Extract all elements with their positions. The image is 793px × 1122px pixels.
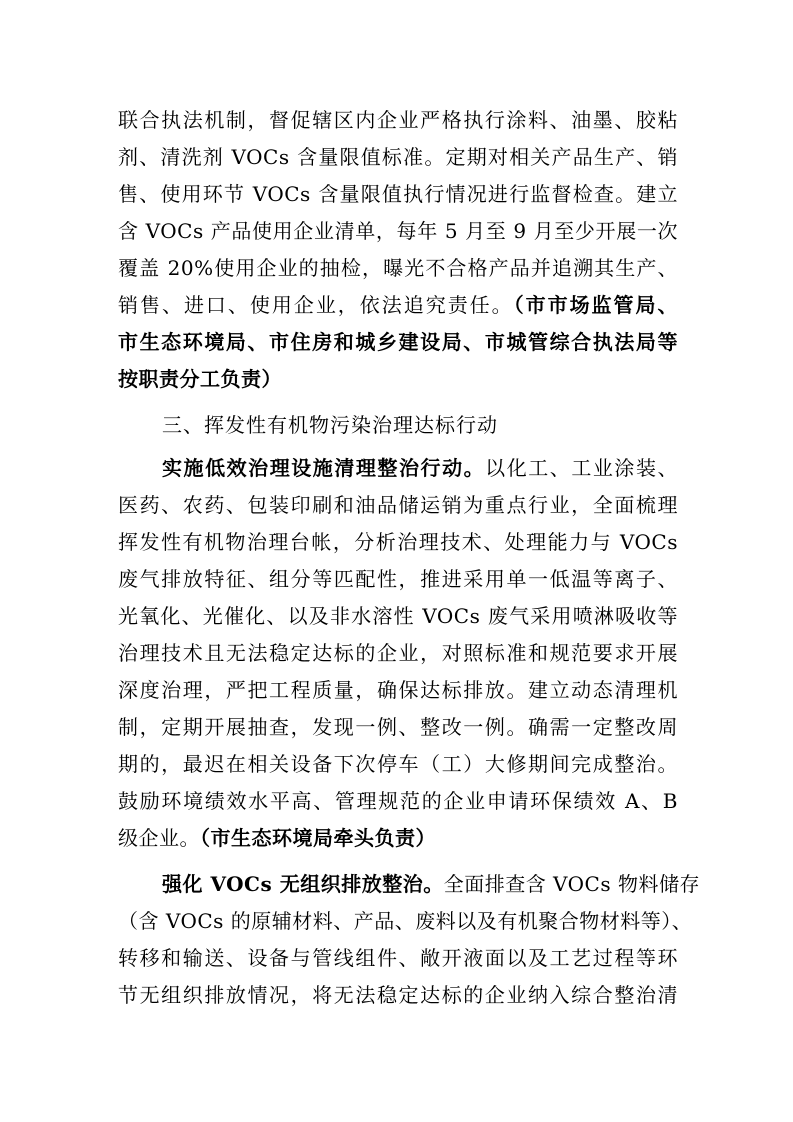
paragraph-line: 治理技术且无法稳定达标的企业，对照标准和规范要求开展 — [118, 641, 678, 665]
responsibility-note: 市生态环境局、市住房和城乡建设局、市城管综合执法局等 — [118, 330, 678, 354]
paragraph-line: 期的，最迟在相关设备下次停车（工）大修期间完成整治。 — [118, 752, 678, 776]
paragraph-line: 制，定期开展抽查，发现一例、整改一例。确需一定整改周 — [118, 715, 678, 739]
paragraph-text: 全面排查含 VOCs 物料储存 — [443, 872, 700, 896]
paragraph-line: 剂、清洗剂 VOCs 含量限值标准。定期对相关产品生产、销 — [118, 145, 678, 169]
paragraph-line: 废气排放特征、组分等匹配性，推进采用单一低温等离子、 — [118, 567, 678, 591]
paragraph-lead: 实施低效治理设施清理整治行动。 — [162, 456, 486, 480]
paragraph-line: 含 VOCs 产品使用企业清单，每年 5 月至 9 月至少开展一次 — [118, 219, 678, 243]
paragraph-line: 深度治理，严把工程质量，确保达标排放。建立动态清理机 — [118, 678, 678, 702]
paragraph-line — [118, 285, 678, 325]
paragraph-line: 售、使用环节 VOCs 含量限值执行情况进行监督检查。建立 — [118, 182, 678, 206]
paragraph-line — [118, 818, 678, 858]
section-heading: 三、挥发性有机物污染治理达标行动 — [162, 413, 498, 437]
paragraph-line: 光氧化、光催化、以及非水溶性 VOCs 废气采用喷淋吸收等 — [118, 604, 678, 628]
paragraph-line: 转移和输送、设备与管线组件、敞开液面以及工艺过程等环 — [118, 946, 678, 970]
responsibility-note: 按职责分工负责） — [118, 367, 282, 391]
paragraph-text: 销售、进口、使用企业，依法追究责任。 — [118, 293, 514, 317]
paragraph-line — [162, 864, 700, 904]
paragraph-line: 节无组织排放情况，将无法稳定达标的企业纳入综合整治清 — [118, 983, 678, 1007]
responsibility-note: （市生态环境局牵头负责） — [200, 826, 436, 850]
paragraph-text: 级企业。 — [118, 826, 200, 850]
paragraph-line: （含 VOCs 的原辅材料、产品、废料以及有机聚合物材料等）、 — [118, 909, 693, 933]
paragraph-line: 挥发性有机物治理台帐，分析治理技术、处理能力与 VOCs — [118, 530, 678, 554]
paragraph-line: 覆盖 20%使用企业的抽检，曝光不合格产品并追溯其生产、 — [118, 256, 678, 280]
paragraph-text: 以化工、工业涂装、 — [485, 456, 679, 480]
paragraph-line: 医药、农药、包装印刷和油品储运销为重点行业，全面梳理 — [118, 493, 678, 517]
paragraph-line: 联合执法机制，督促辖区内企业严格执行涂料、油墨、胶粘 — [118, 108, 678, 132]
paragraph-line: 鼓励环境绩效水平高、管理规范的企业申请环保绩效 A、B — [118, 789, 678, 813]
paragraph-line — [162, 448, 678, 488]
responsibility-note: （市市场监管局、 — [513, 293, 679, 317]
paragraph-lead: 强化 VOCs 无组织排放整治。 — [162, 872, 444, 896]
